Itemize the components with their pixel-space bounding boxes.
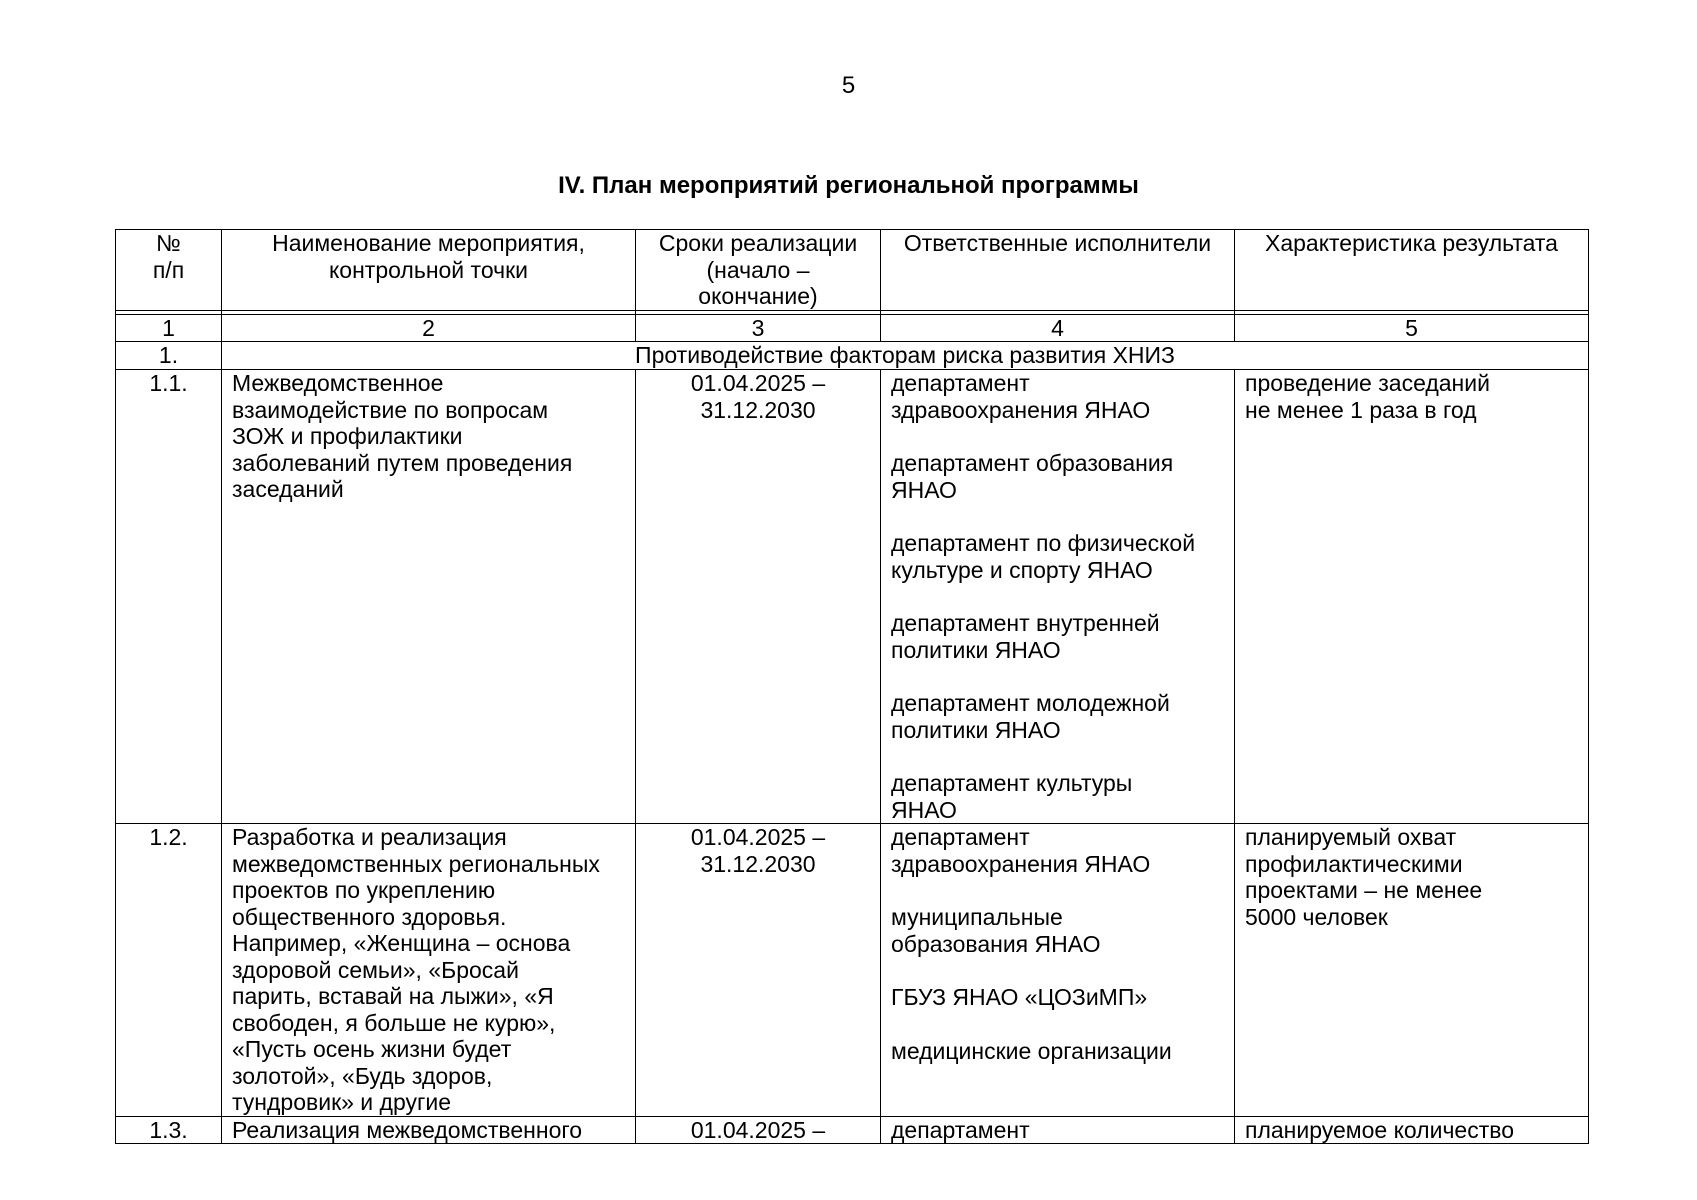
column-number: 1 [116, 315, 222, 342]
header-cell-executors: Ответственные исполнители [881, 230, 1235, 311]
table-row [116, 1116, 1589, 1143]
plan-table [115, 229, 1589, 1144]
header-cell-name: Наименование мероприятия, контрольной точки [222, 230, 636, 311]
row-executors: департамент [881, 1116, 1235, 1143]
section-row [116, 342, 1589, 370]
column-number-row [116, 315, 1589, 342]
header-cell-number: № п/п [116, 230, 222, 311]
row-number: 1.1. [116, 370, 222, 824]
executor: департамент молодежной политики ЯНАО [891, 690, 1170, 743]
table-row [116, 824, 1589, 1117]
row-name: Реализация межведомственного [222, 1116, 636, 1143]
header-cell-dates: Сроки реализации (начало – окончание) [636, 230, 881, 311]
executor: муниципальные образования ЯНАО [891, 904, 1101, 957]
header-cell-result: Характеристика результата [1235, 230, 1589, 311]
column-number: 2 [222, 315, 636, 342]
column-number: 3 [636, 315, 881, 342]
executor: ГБУЗ ЯНАО «ЦОЗиМП» [891, 984, 1148, 1010]
row-number: 1.3. [116, 1116, 222, 1143]
table-row [116, 370, 1589, 824]
row-executors [881, 370, 1235, 824]
executor: департамент культуры ЯНАО [891, 770, 1133, 823]
section-title: Противодействие факторам риска развития ХНИЗ [222, 342, 1589, 370]
executor: медицинские организации [891, 1037, 1172, 1064]
executor: департамент образования ЯНАО [891, 450, 1174, 503]
column-number: 5 [1235, 315, 1589, 342]
executor: департамент здравоохранения ЯНАО [891, 824, 1151, 877]
row-result: планируемое количество [1235, 1116, 1589, 1143]
section-number: 1. [116, 342, 222, 370]
row-number: 1.2. [116, 824, 222, 1117]
table-header-row [116, 230, 1589, 311]
row-name: Межведомственное взаимодействие по вопросам ЗОЖ и профилактики заболеваний путем проведения заседаний [222, 370, 636, 824]
row-result: планируемый охват профилактическими проектами – не менее 5000 человек [1235, 824, 1589, 1117]
row-name: Разработка и реализация межведомственных региональных проектов по укреплению общественного здоровья. Например, «Женщина – основа здоровой семьи», «Бросай парить, вставай на лыжи», «Я свободен, я больше не курю», «Пусть осень жизни будет золотой», «Будь здоров, тундровик» и другие [222, 824, 636, 1117]
row-dates: 01.04.2025 – 31.12.2030 [636, 370, 881, 824]
page-number: 5 [841, 72, 856, 99]
executor: департамент внутренней политики ЯНАО [891, 610, 1160, 663]
executor: департамент здравоохранения ЯНАО [891, 370, 1151, 423]
column-number: 4 [881, 315, 1235, 342]
executor: департамент по физической культуре и спорту ЯНАО [891, 530, 1196, 583]
row-executors [881, 824, 1235, 1117]
row-dates: 01.04.2025 – [636, 1116, 881, 1143]
row-result: проведение заседаний не менее 1 раза в год [1235, 370, 1589, 824]
document-title: IV. План мероприятий региональной программы [558, 172, 1139, 199]
row-dates: 01.04.2025 – 31.12.2030 [636, 824, 881, 1117]
